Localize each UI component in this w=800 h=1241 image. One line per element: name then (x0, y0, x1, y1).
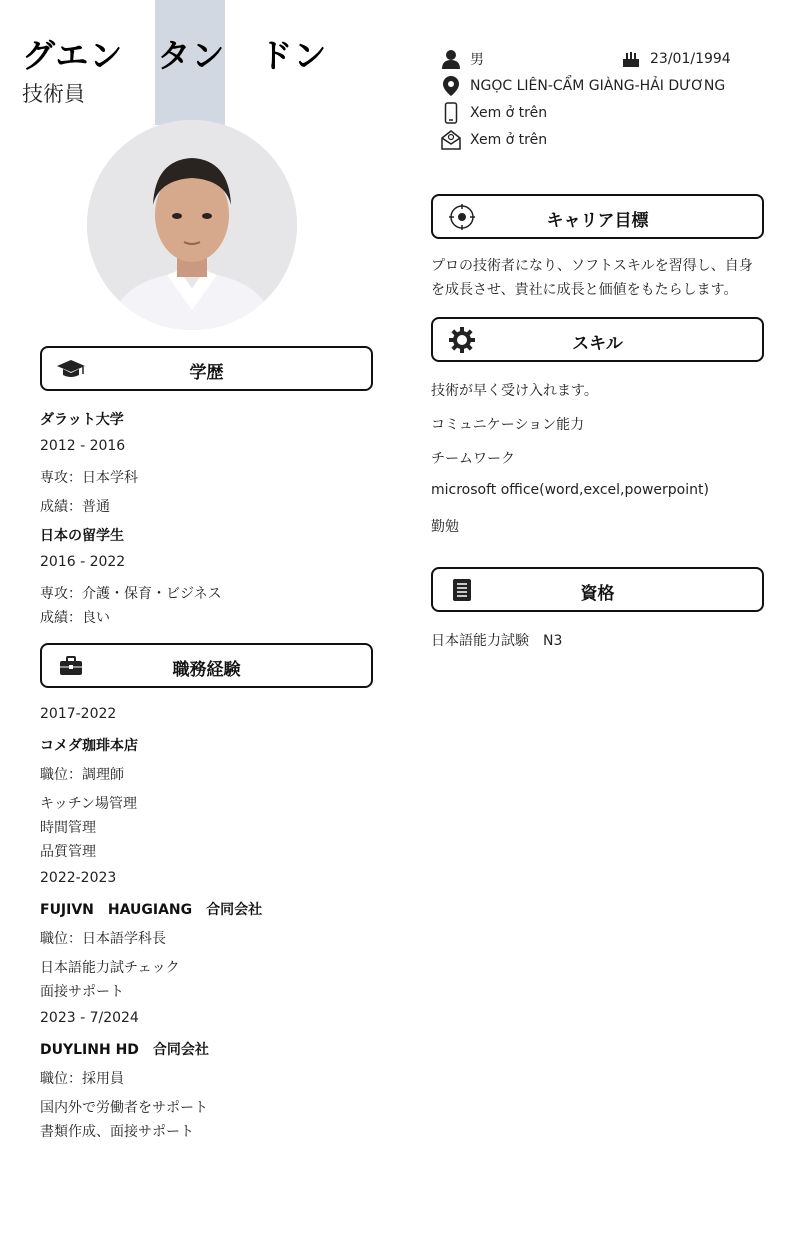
job-3-duty: 書類作成、面接サポート (40, 1124, 194, 1140)
objective-heading: キャリア目標 (546, 211, 649, 231)
birthday-cake-icon (620, 48, 642, 70)
job-2-company: FUJIVN HAUGIANG 合同会社 (40, 902, 263, 918)
job-3-duty: 国内外で労働者をサポート (40, 1100, 208, 1116)
skills-heading: スキル (572, 334, 623, 354)
contact-email (440, 129, 547, 151)
contact-address (440, 75, 725, 97)
contact-phone (440, 102, 547, 124)
contact-gender-value: 男 (470, 52, 484, 68)
contact-email-value: Xem ở trên (470, 132, 548, 148)
experience-heading: 職務経験 (172, 660, 241, 680)
education-grade-1: 成績：普通 (40, 499, 110, 515)
experience-header (40, 643, 373, 688)
avatar-portrait (87, 120, 297, 330)
job-1-company: コメダ珈琲本店 (40, 738, 138, 754)
education-major-2: 専攻：介護・保育・ビジネス (40, 586, 222, 602)
job-3-period: 2023 - 7/2024 (40, 1010, 139, 1026)
education-grade-2: 成績：良い (40, 610, 110, 626)
job-2-duty: 面接サポート (40, 984, 124, 1000)
contact-address-value: NGỌC LIÊN-CẨM GIÀNG-HẢI DƯƠNG (470, 78, 726, 94)
education-heading: 学歴 (189, 363, 224, 383)
education-header (40, 346, 373, 391)
objective-header (431, 194, 764, 239)
objective-text (431, 254, 771, 302)
contact-birthday-value: 23/01/1994 (650, 51, 731, 67)
job-3-position: 職位：採用員 (40, 1071, 124, 1087)
job-1-period: 2017-2022 (40, 706, 117, 722)
objective-line: を成長させ、貴社に成長と価値をもたらします。 (431, 282, 738, 298)
skill-item: チームワーク (431, 451, 515, 467)
avatar (87, 120, 297, 330)
job-2-period: 2022-2023 (40, 870, 117, 886)
contact-phone-value: Xem ở trên (470, 105, 548, 121)
job-1-position: 職位：調理師 (40, 767, 124, 783)
profile-title: 技術員 (22, 82, 85, 106)
education-period-2: 2016 - 2022 (40, 554, 126, 570)
profile-name: グエン タン ドン (22, 36, 328, 75)
education-period-1: 2012 - 2016 (40, 438, 126, 454)
skill-item: microsoft office(word,excel,powerpoint) (431, 482, 709, 498)
skill-item: 勤勉 (431, 519, 459, 535)
education-school-2: 日本の留学生 (40, 528, 124, 544)
job-1-duty: 時間管理 (40, 820, 96, 836)
user-icon (440, 48, 462, 70)
certificates-heading: 資格 (580, 584, 615, 604)
phone-icon (440, 102, 462, 124)
location-pin-icon (440, 75, 462, 97)
contact-birthday (620, 48, 731, 70)
contact-gender (440, 48, 484, 70)
objective-line: プロの技術者になり、ソフトスキルを習得し、自身 (431, 258, 753, 274)
certificates-header (431, 567, 764, 612)
email-icon (440, 129, 462, 151)
job-2-duty: 日本語能力試チェック (40, 960, 180, 976)
job-1-duty: キッチン場管理 (40, 796, 138, 812)
education-major-1: 専攻：日本学科 (40, 470, 138, 486)
skills-header (431, 317, 764, 362)
job-1-duty: 品質管理 (40, 844, 96, 860)
skill-item: コミュニケーション能力 (431, 417, 585, 433)
job-3-company: DUYLINH HD 合同会社 (40, 1042, 209, 1058)
certificate-item: 日本語能力試験 N3 (431, 633, 563, 649)
education-school-1: ダラット大学 (40, 412, 124, 428)
skill-item: 技術が早く受け入れます。 (431, 383, 598, 399)
job-2-position: 職位：日本語学科長 (40, 931, 166, 947)
